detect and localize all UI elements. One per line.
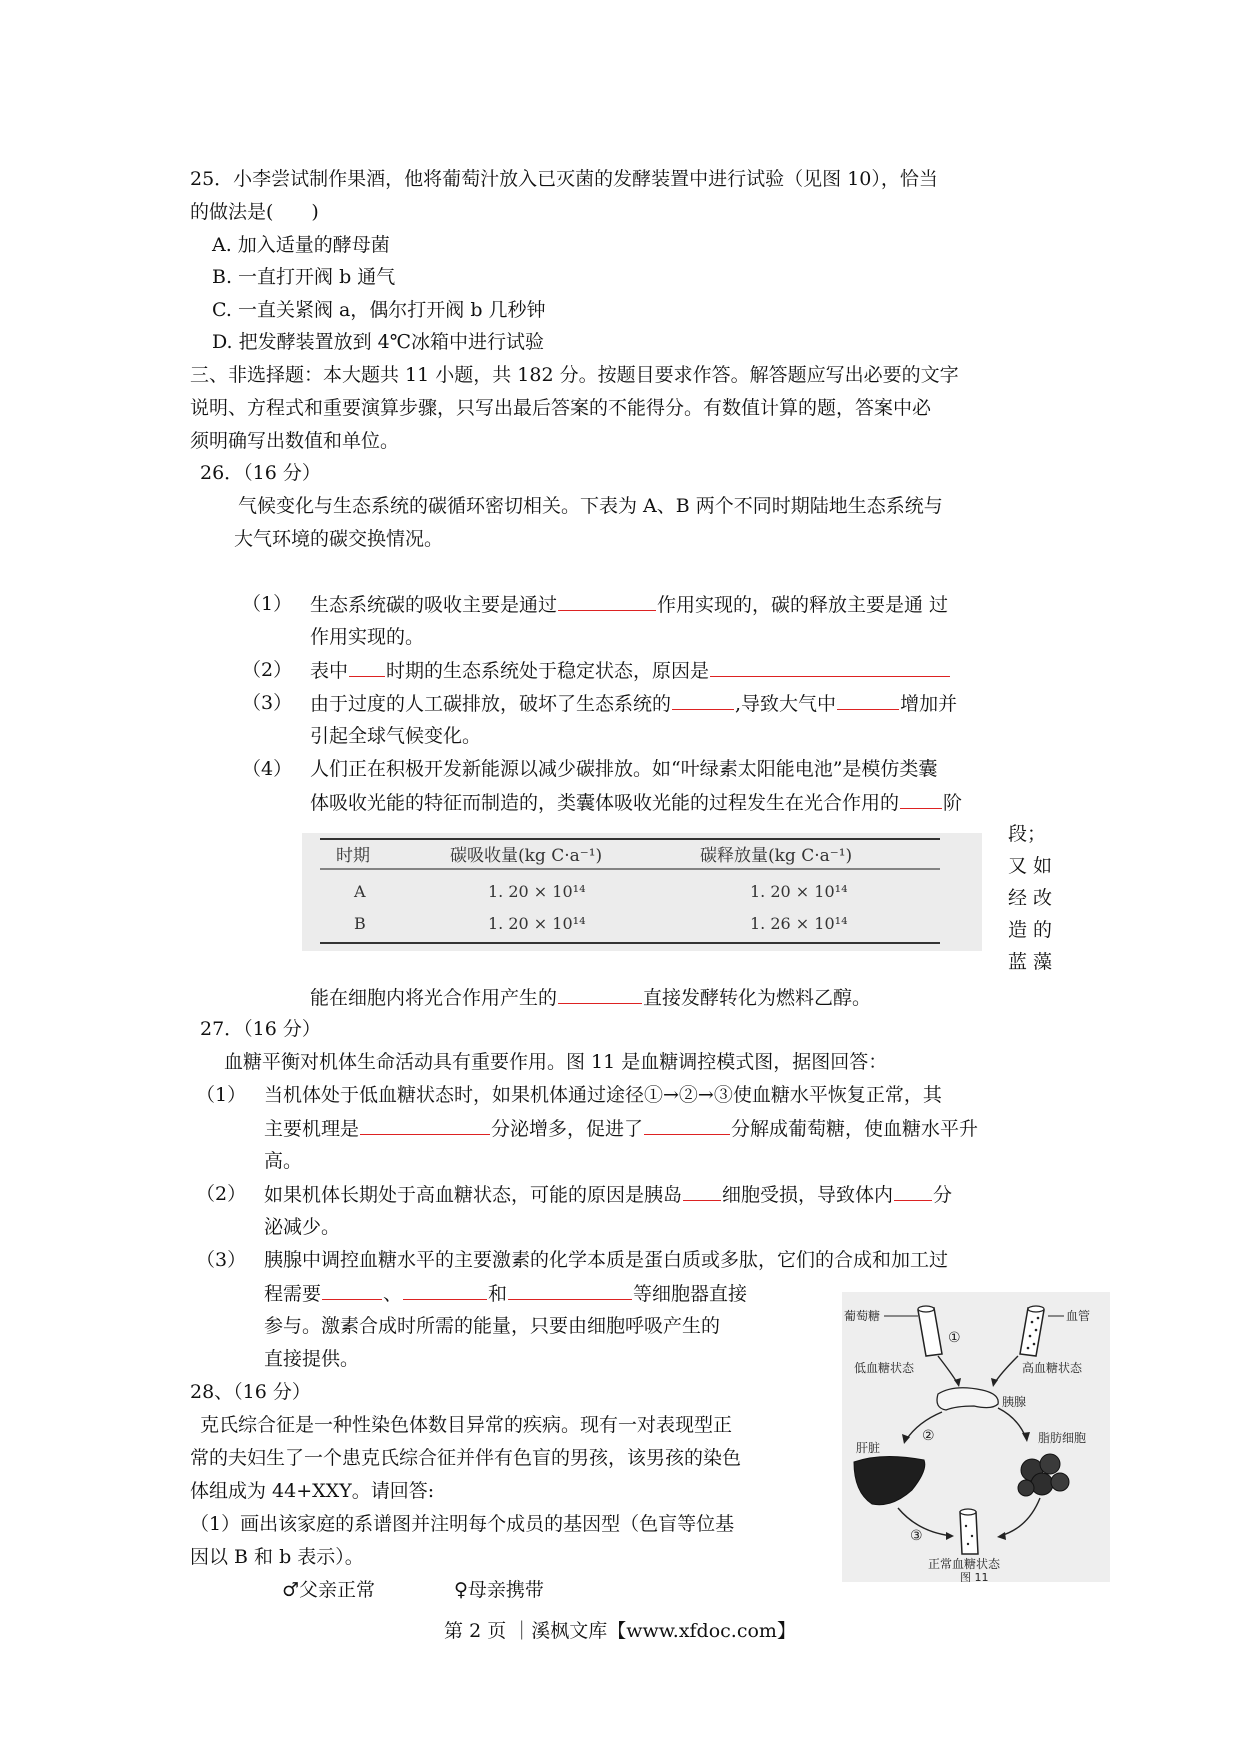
q26-side-text-1: 段； (1008, 823, 1047, 845)
q27-part1-line2: 主要机理是 分泌增多，促进了 分解成葡萄糖，使血糖水平升 (264, 1114, 978, 1143)
answer-blank[interactable] (683, 1180, 721, 1201)
figure-11-blood-glucose-diagram (842, 1292, 1110, 1582)
q27-part3-number: （3） (196, 1249, 247, 1271)
answer-blank[interactable] (710, 656, 950, 677)
answer-blank[interactable] (349, 656, 385, 677)
q27-part3-line1: 胰腺中调控血糖水平的主要激素的化学本质是蛋白质或多肽，它们的合成和加工过 (264, 1249, 949, 1271)
answer-blank[interactable] (558, 983, 642, 1004)
label-low-glucose-state: 低血糖状态 (854, 1361, 915, 1375)
q27-part3-line3: 参与。激素合成时所需的能量，只要由细胞呼吸产生的 (264, 1315, 721, 1337)
q25-option-d: D. 把发酵装置放到 4℃冰箱中进行试验 (212, 331, 545, 353)
q26-part2-line1: 表中 时期的生态系统处于稳定状态，原因是 (310, 656, 951, 685)
q26-heading: 26．（16 分） (200, 462, 321, 484)
answer-blank[interactable] (644, 1114, 730, 1135)
table-cell-period-b: B (354, 914, 366, 933)
q28-father-label: ♂父亲正常 (282, 1579, 376, 1601)
answer-blank[interactable] (672, 689, 734, 710)
q25-option-b: B. 一直打开阀 b 通气 (212, 266, 396, 288)
label-route-2: ② (922, 1428, 935, 1444)
q27-part1-line1: 当机体处于低血糖状态时，如果机体通过途径①→②→③使血糖水平恢复正常，其 (264, 1084, 942, 1106)
q27-part1-line3: 高。 (264, 1150, 303, 1172)
section3-line2: 说明、方程式和重要演算步骤，只写出最后答案的不能得分。有数值计算的题，答案中必 (190, 397, 932, 419)
q25-option-a: A. 加入适量的酵母菌 (212, 234, 390, 256)
q26-side-text-2: 又 如 (1008, 855, 1053, 877)
table-cell-absorption-b: 1. 20 × 10¹⁴ (488, 914, 586, 933)
q26-part3-line2: 引起全球气候变化。 (310, 725, 482, 747)
answer-blank[interactable] (900, 788, 942, 809)
table-cell-release-b: 1. 26 × 10¹⁴ (750, 914, 848, 933)
table-header-absorption: 碳吸收量(kg C·a⁻¹) (450, 846, 603, 866)
q27-part1-number: （1） (196, 1084, 247, 1106)
table-cell-release-a: 1. 20 × 10¹⁴ (750, 882, 848, 901)
q26-part1-line1: 生态系统碳的吸收主要是通过 作用实现的，碳的释放主要是通 过 (310, 590, 948, 619)
answer-blank[interactable] (837, 689, 899, 710)
q27-part2-line1: 如果机体长期处于高血糖状态，可能的原因是胰岛 细胞受损，导致体内 分 (264, 1180, 952, 1209)
q26-part4-line1: 人们正在积极开发新能源以减少碳排放。如“叶绿素太阳能电池”是模仿类囊 (310, 758, 938, 780)
q27-heading: 27．（16 分） (200, 1018, 321, 1040)
q28-line2: 常的夫妇生了一个患克氏综合征并伴有色盲的男孩，该男孩的染色 (190, 1447, 742, 1469)
label-route-3: ③ (910, 1528, 923, 1544)
answer-blank[interactable] (403, 1279, 487, 1300)
q26-side-text-4: 造 的 (1008, 919, 1053, 941)
page-footer: 第 2 页 ｜溪枫文库【www.xfdoc.com】 (444, 1620, 796, 1642)
answer-blank[interactable] (322, 1279, 382, 1300)
q26-part2-number: （2） (242, 659, 293, 681)
table-header-period: 时期 (336, 846, 370, 866)
carbon-exchange-table (302, 833, 982, 951)
q28-heading: 28、（16 分） (190, 1381, 311, 1403)
liver-icon (854, 1456, 925, 1504)
table-header-release: 碳释放量(kg C·a⁻¹) (700, 846, 853, 866)
answer-blank[interactable] (558, 590, 656, 611)
q26-side-text-5: 蓝 藻 (1008, 951, 1053, 973)
label-pancreas: 胰腺 (1002, 1395, 1027, 1409)
q26-intro-1: 气候变化与生态系统的碳循环密切相关。下表为 A、B 两个不同时期陆地生态系统与 (238, 495, 943, 517)
q26-part3-line1: 由于过度的人工碳排放，破坏了生态系统的 ,导致大气中 增加并 (310, 689, 957, 718)
q28-line5: 因以 B 和 b 表示）。 (190, 1546, 364, 1568)
answer-blank[interactable] (508, 1279, 632, 1300)
q28-line3: 体组成为 44+XXY。请回答: (190, 1480, 435, 1502)
q27-intro: 血糖平衡对机体生命活动具有重要作用。图 11 是血糖调控模式图，据图回答： (224, 1051, 888, 1073)
q26-part4-line2: 体吸收光能的特征而制造的，类囊体吸收光能的过程发生在光合作用的 阶 (310, 788, 962, 817)
q26-part3-number: （3） (242, 692, 293, 714)
table-cell-period-a: A (354, 882, 366, 901)
q27-part2-line2: 泌减少。 (264, 1216, 341, 1238)
q26-intro-2: 大气环境的碳交换情况。 (234, 528, 444, 550)
q25-stem-line2: 的做法是( ) (190, 201, 319, 223)
figure-11-caption: 图 11 (960, 1571, 989, 1582)
blood-vessel-low-icon (918, 1306, 942, 1356)
answer-blank[interactable] (360, 1114, 490, 1135)
q26-part4-number: （4） (242, 758, 293, 780)
blood-vessel-high-icon (1020, 1306, 1044, 1356)
section3-line3: 须明确写出数值和单位。 (190, 430, 400, 452)
q28-line4: （1）画出该家庭的系谱图并注明每个成员的基因型（色盲等位基 (190, 1513, 735, 1535)
blood-vessel-normal-icon (960, 1509, 978, 1554)
label-route-1: ① (948, 1330, 961, 1346)
q26-part1-number: （1） (242, 593, 293, 615)
q27-part3-line4: 直接提供。 (264, 1348, 360, 1370)
fat-cell-icon (1018, 1454, 1069, 1496)
q28-line1: 克氏综合征是一种性染色体数目异常的疾病。现有一对表现型正 (200, 1414, 733, 1436)
label-normal-glucose-state: 正常血糖状态 (928, 1557, 1001, 1571)
label-fat-cell: 脂肪细胞 (1038, 1431, 1087, 1445)
q26-side-text-3: 经 改 (1008, 887, 1053, 909)
q26-part1-line2: 作用实现的。 (310, 626, 425, 648)
pancreas-icon (937, 1388, 998, 1410)
q25-stem-line1: 25．小李尝试制作果酒，他将葡萄汁放入已灭菌的发酵装置中进行试验（见图 10），恰当 (190, 168, 938, 190)
table-cell-absorption-a: 1. 20 × 10¹⁴ (488, 882, 586, 901)
q27-part2-number: （2） (196, 1183, 247, 1205)
label-blood-vessel: 血管 (1066, 1309, 1091, 1323)
label-liver: 肝脏 (856, 1441, 881, 1455)
answer-blank[interactable] (894, 1180, 932, 1201)
section3-line1: 三、非选择题：本大题共 11 小题，共 182 分。按题目要求作答。解答题应写出必要的文字 (190, 364, 959, 386)
label-glucose: 葡萄糖 (844, 1309, 881, 1323)
q26-part4-line3: 能在细胞内将光合作用产生的 直接发酵转化为燃料乙醇。 (310, 983, 871, 1012)
q28-mother-label: ♀母亲携带 (454, 1579, 544, 1601)
q27-part3-line2: 程需要 、 和 等细胞器直接 (264, 1279, 747, 1308)
label-high-glucose-state: 高血糖状态 (1022, 1361, 1083, 1375)
q25-option-c: C. 一直关紧阀 a，偶尔打开阀 b 几秒钟 (212, 299, 546, 321)
